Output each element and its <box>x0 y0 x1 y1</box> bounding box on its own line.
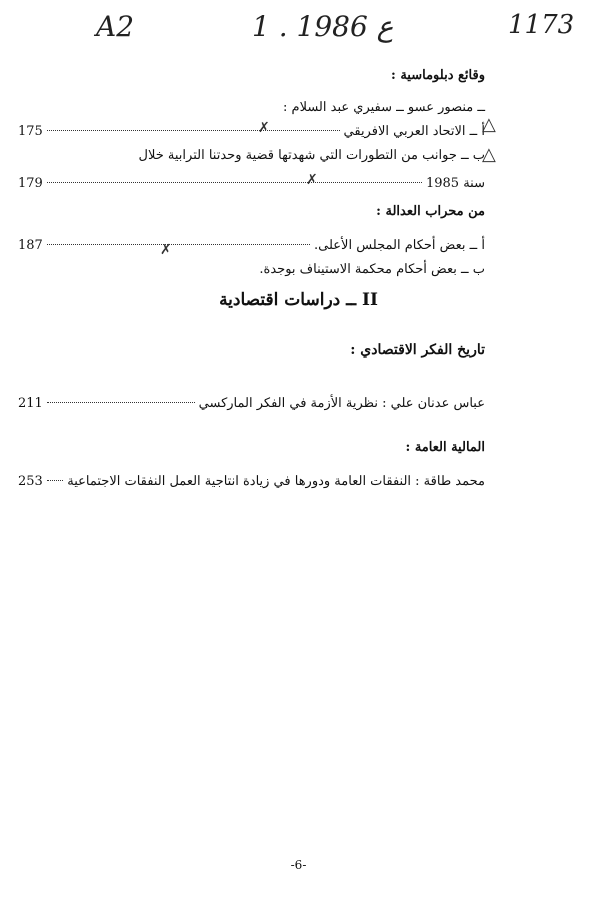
triangle-mark-icon: △ <box>482 144 496 165</box>
leader-dots <box>47 130 340 131</box>
leader-dots <box>47 244 310 245</box>
section-heading-public-finance: المالية العامة : <box>405 440 485 455</box>
toc-entry <box>18 176 485 191</box>
toc-entry-title: ب ــ بعض أحكام محكمة الاستيناف بوجدة. <box>259 262 485 277</box>
toc-entry-title: محمد طاقة : النفقات العامة ودورها في زيادة انتاجية العمل النفقات الاجتماعية <box>67 474 485 489</box>
toc-entry-title: سنة 1985 <box>425 176 485 191</box>
toc-entry <box>18 238 485 253</box>
toc-entry-page: 253 <box>18 474 43 489</box>
pen-mark-icon: ✗ <box>258 120 270 136</box>
toc-entry-title: أ ــ بعض أحكام المجلس الأعلى. <box>314 238 485 253</box>
toc-entry <box>18 396 485 411</box>
triangle-mark-icon: △ <box>482 114 496 135</box>
toc-entry-page: 211 <box>18 396 43 411</box>
toc-entry-title: أ ــ الاتحاد العربي الافريقي <box>343 124 485 139</box>
toc-entry-page: 175 <box>18 124 43 139</box>
toc-entry-page: 179 <box>18 176 43 191</box>
part-title-economic: II ــ دراسات اقتصادية <box>219 290 378 310</box>
section-heading-econ-thought: تاريخ الفكر الاقتصادي : <box>350 342 485 358</box>
section-heading-justice: من محراب العدالة : <box>376 204 485 219</box>
leader-dots <box>47 402 195 403</box>
leader-dots <box>47 182 422 183</box>
toc-entry-title: عباس عدنان علي : نظرية الأزمة في الفكر الماركسي <box>198 396 485 411</box>
handwritten-code-left: A2 <box>96 10 135 43</box>
toc-entry-title: ب ــ جوانب من التطورات التي شهدتها قضية وحدتنا الترابية خلال <box>138 148 485 163</box>
leader-dots <box>47 480 63 481</box>
pen-mark-icon: ✗ <box>306 172 318 188</box>
toc-entry-page: 187 <box>18 238 43 253</box>
handwritten-date: 1 . ع 1986 <box>252 10 394 43</box>
handwritten-code-right: 1173 <box>508 10 575 40</box>
toc-entry <box>18 474 485 489</box>
page-number: -6- <box>290 858 307 872</box>
pen-mark-icon: ✗ <box>160 242 172 258</box>
section-heading-diplomatic: وقائع دبلوماسية : <box>391 68 485 83</box>
author-line: ــ منصور عسو ــ سفيري عبد السلام : <box>283 100 485 115</box>
toc-entry <box>18 124 485 139</box>
